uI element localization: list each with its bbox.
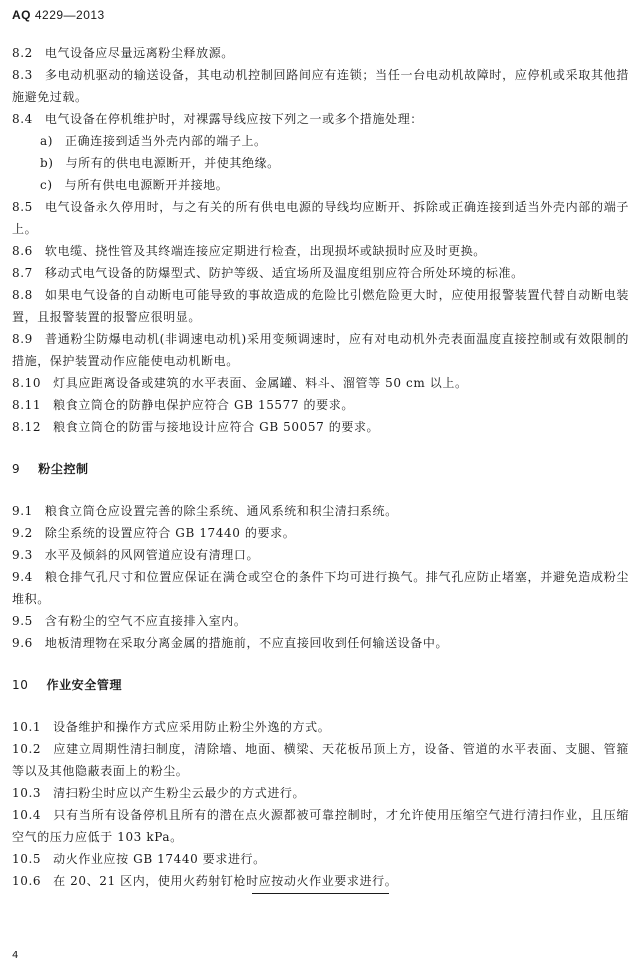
list-text: 与所有的供电电源断开，并使其绝缘。 — [65, 156, 280, 170]
clause-number: 10.1 — [12, 720, 42, 734]
clause-9-2 — [12, 522, 629, 544]
clause-text: 设备维护和操作方式应采用防止粉尘外逸的方式。 — [53, 720, 331, 734]
clause-number: 8.10 — [12, 376, 42, 390]
clause-text: 水平及倾斜的风网管道应设有清理口。 — [44, 548, 260, 562]
clause-9-4 — [12, 566, 629, 610]
clause-number: 9.3 — [12, 548, 33, 562]
clause-number: 9.4 — [12, 570, 33, 584]
section-heading-9 — [12, 458, 629, 480]
page-number: 4 — [12, 950, 19, 961]
section-title: 作业安全管理 — [46, 678, 123, 692]
clause-8-4-a — [12, 130, 629, 152]
clause-number: 8.9 — [12, 332, 33, 346]
clause-8-5 — [12, 196, 629, 240]
clause-9-1 — [12, 500, 629, 522]
clause-text: 应建立周期性清扫制度，清除墙、地面、横梁、天花板吊顶上方，设备、管道的水平表面、支腿、管箍等以及其他隐蔽表面上的粉尘。 — [12, 742, 629, 778]
clause-text: 地板清理物在采取分离金属的措施前，不应直接回收到任何输送设备中。 — [44, 636, 449, 650]
clause-number: 8.3 — [12, 68, 33, 82]
document-body — [12, 42, 629, 892]
section-number: 9 — [12, 462, 21, 476]
clause-text: 粮食立筒仓的防雷与接地设计应符合 GB 50057 的要求。 — [53, 420, 380, 434]
standard-code-number: 4229—2013 — [34, 8, 105, 22]
clause-number: 10.6 — [12, 874, 42, 888]
clause-number: 10.4 — [12, 808, 42, 822]
clause-8-4 — [12, 108, 629, 130]
list-text: 正确连接到适当外壳内部的端子上。 — [65, 134, 267, 148]
clause-8-10 — [12, 372, 629, 394]
spacer — [12, 696, 629, 716]
clause-text: 粮仓排气孔尺寸和位置应保证在满仓或空仓的条件下均可进行换气。排气孔应防止堵塞，并避免造成粉尘堆积。 — [12, 570, 629, 606]
clause-9-3 — [12, 544, 629, 566]
clause-9-5 — [12, 610, 629, 632]
clause-8-2 — [12, 42, 629, 64]
spacer — [12, 654, 629, 674]
section-title: 粉尘控制 — [38, 462, 89, 476]
clause-10-5 — [12, 848, 629, 870]
standard-code-prefix: AQ — [12, 8, 31, 22]
clause-number: 10.3 — [12, 786, 42, 800]
clause-8-8 — [12, 284, 629, 328]
clause-8-3 — [12, 64, 629, 108]
clause-number: 8.8 — [12, 288, 33, 302]
clause-text: 粮食立筒仓的防静电保护应符合 GB 15577 的要求。 — [53, 398, 354, 412]
clause-8-4-b — [12, 152, 629, 174]
clause-number: 8.6 — [12, 244, 33, 258]
clause-number: 8.4 — [12, 112, 33, 126]
clause-text: 清扫粉尘时应以产生粉尘云最少的方式进行。 — [53, 786, 306, 800]
clause-text: 动火作业应按 GB 17440 要求进行。 — [53, 852, 266, 866]
clause-text: 电气设备在停机维护时，对裸露导线应按下列之一或多个措施处理： — [44, 112, 423, 126]
clause-8-4-c — [12, 174, 629, 196]
clause-text: 多电动机驱动的输送设备，其电动机控制回路间应有连锁；当任一台电动机故障时，应停机或采取其他措施避免过载。 — [12, 68, 629, 104]
spacer — [12, 438, 629, 458]
clause-8-12 — [12, 416, 629, 438]
clause-8-11 — [12, 394, 629, 416]
clause-text: 如果电气设备的自动断电可能导致的事故造成的危险比引燃危险更大时，应使用报警装置代替自动断电装置，且报警装置的报警应很明显。 — [12, 288, 629, 324]
clause-text: 电气设备应尽量远离粉尘释放源。 — [44, 46, 234, 60]
clause-text: 含有粉尘的空气不应直接排入室内。 — [44, 614, 247, 628]
clause-text: 除尘系统的设置应符合 GB 17440 的要求。 — [44, 526, 296, 540]
clause-text: 灯具应距离设备或建筑的水平表面、金属罐、料斗、溜管等 50 cm 以上。 — [53, 376, 468, 390]
clause-10-1 — [12, 716, 629, 738]
clause-number: 9.1 — [12, 504, 33, 518]
clause-number: 9.5 — [12, 614, 33, 628]
clause-10-6 — [12, 870, 629, 892]
clause-text: 粮食立筒仓应设置完善的除尘系统、通风系统和积尘清扫系统。 — [44, 504, 398, 518]
clause-8-7 — [12, 262, 629, 284]
end-of-document-rule — [252, 893, 389, 894]
spacer — [12, 480, 629, 500]
list-marker: a) — [40, 134, 54, 148]
clause-number: 8.7 — [12, 266, 33, 280]
clause-text: 普通粉尘防爆电动机(非调速电动机)采用变频调速时，应有对电动机外壳表面温度直接控制或有效限制的措施，保护装置动作应能使电动机断电。 — [12, 332, 629, 368]
clause-10-2 — [12, 738, 629, 782]
clause-number: 8.2 — [12, 46, 33, 60]
clause-text: 只有当所有设备停机且所有的潜在点火源都被可靠控制时，才允许使用压缩空气进行清扫作业，且压缩空气的压力应低于 103 kPa。 — [12, 808, 629, 844]
clause-text: 移动式电气设备的防爆型式、防护等级、适宜场所及温度组别应符合所处环境的标准。 — [44, 266, 524, 280]
list-marker: b) — [40, 156, 54, 170]
document-header — [12, 8, 105, 22]
clause-number: 10.5 — [12, 852, 42, 866]
clause-10-3 — [12, 782, 629, 804]
clause-text: 软电缆、挠性管及其终端连接应定期进行检查，出现损坏或缺损时应及时更换。 — [44, 244, 486, 258]
clause-number: 10.2 — [12, 742, 42, 756]
list-marker: c) — [40, 178, 53, 192]
clause-number: 9.2 — [12, 526, 33, 540]
clause-number: 8.12 — [12, 420, 42, 434]
clause-number: 8.11 — [12, 398, 42, 412]
clause-8-9 — [12, 328, 629, 372]
clause-9-6 — [12, 632, 629, 654]
clause-8-6 — [12, 240, 629, 262]
clause-text: 电气设备永久停用时，与之有关的所有供电电源的导线均应断开、拆除或正确连接到适当外壳内部的端子上。 — [12, 200, 629, 236]
clause-number: 9.6 — [12, 636, 33, 650]
clause-text: 在 20、21 区内，使用火药射钉枪时应按动火作业要求进行。 — [53, 874, 398, 888]
clause-10-4 — [12, 804, 629, 848]
list-text: 与所有供电电源断开并接地。 — [64, 178, 229, 192]
clause-number: 8.5 — [12, 200, 33, 214]
section-number: 10 — [12, 678, 29, 692]
section-heading-10 — [12, 674, 629, 696]
